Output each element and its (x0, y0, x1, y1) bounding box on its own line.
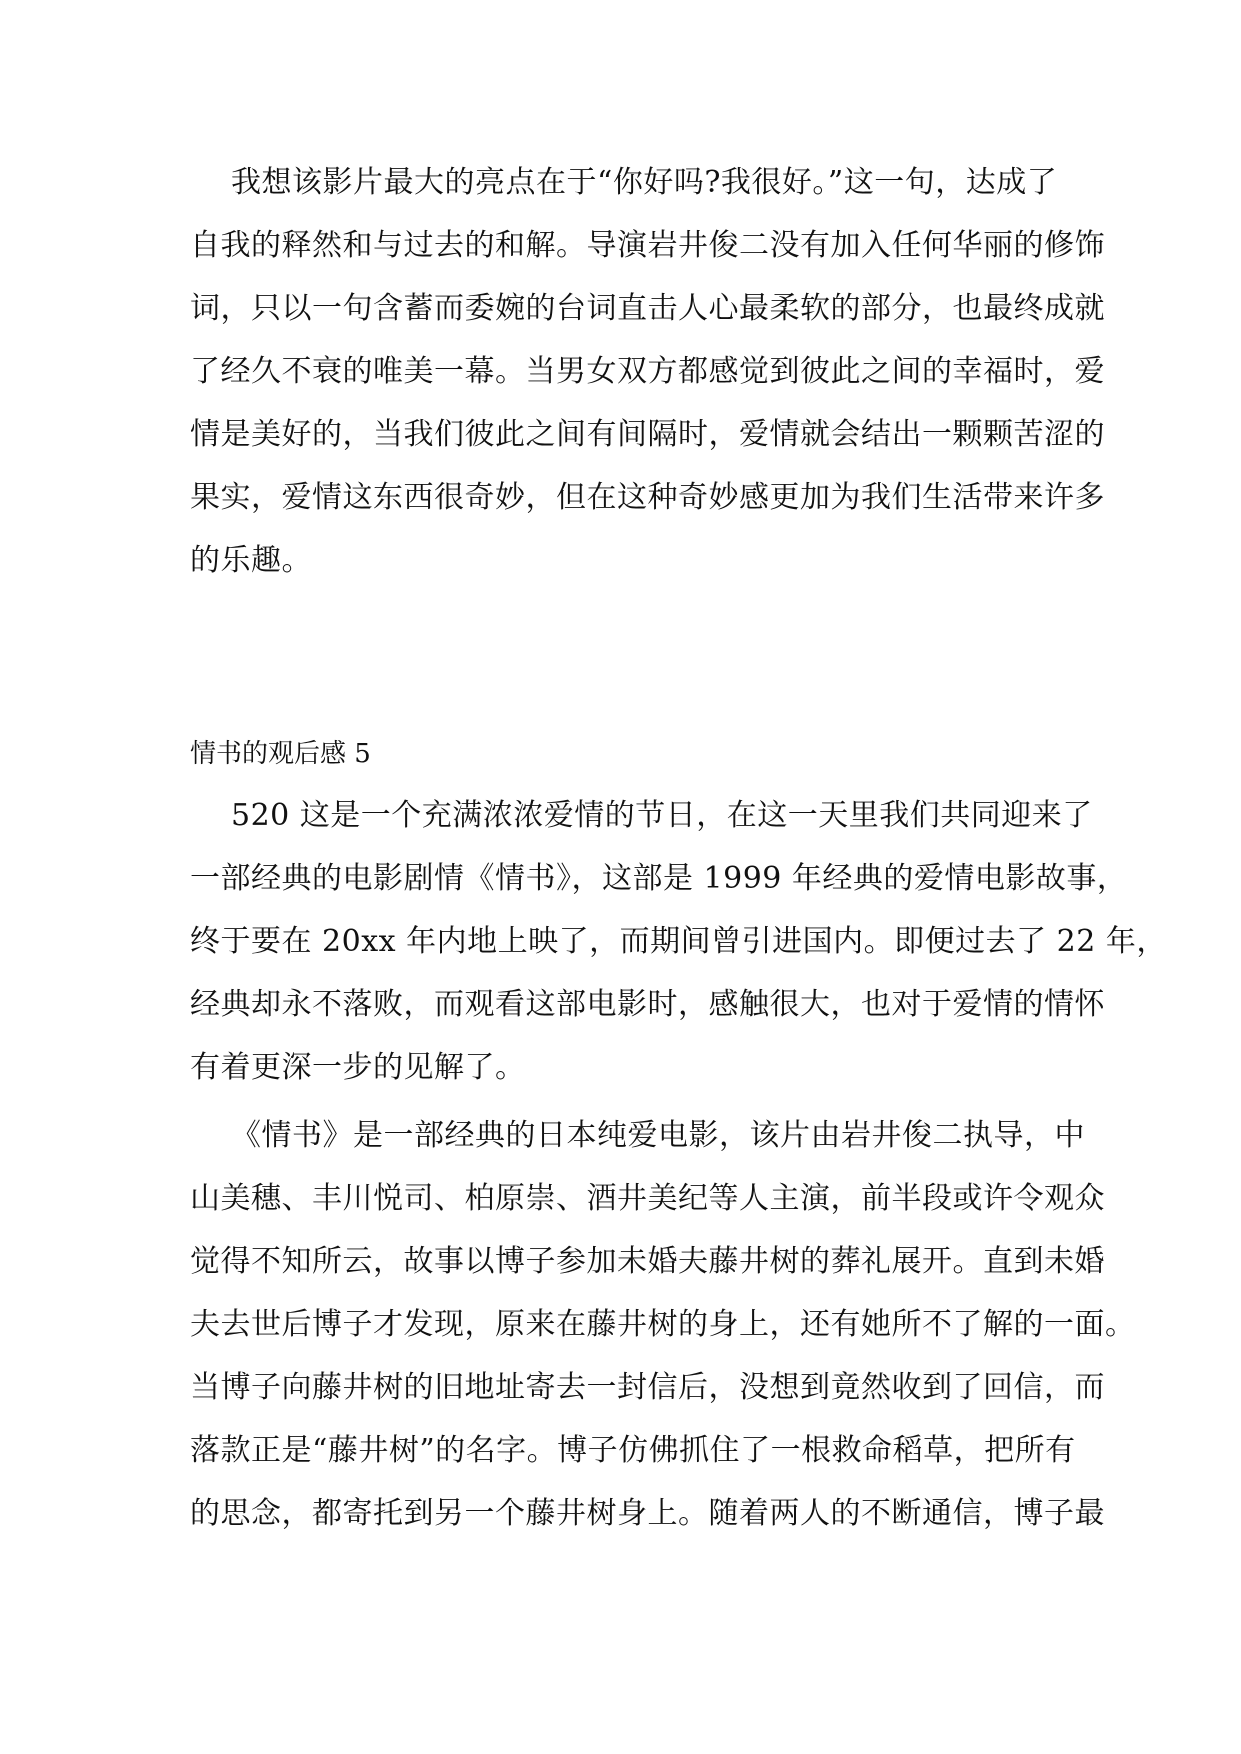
paragraph-1-line-1: 我想该影片最大的亮点在于“你好吗?我很好。”这一句，达成了 (231, 165, 1058, 200)
paragraph-3-line-4: 夫去世后博子才发现，原来在藤井树的身上，还有她所不了解的一面。 (190, 1307, 1136, 1342)
paragraph-2-line-2: 一部经典的电影剧情《情书》，这部是 1999 年经典的爱情电影故事， (190, 861, 1128, 896)
paragraph-2-line-1: 520 这是一个充满浓浓爱情的节日，在这一天里我们共同迎来了 (231, 798, 1093, 833)
paragraph-2-line-4: 经典却永不落败，而观看这部电影时，感触很大，也对于爱情的情怀 (190, 987, 1105, 1022)
paragraph-2-line-5: 有着更深一步的见解了。 (190, 1050, 526, 1085)
paragraph-1-line-6: 果实，爱情这东西很奇妙，但在这种奇妙感更加为我们生活带来许多 (190, 480, 1105, 515)
paragraph-3-line-7: 的思念，都寄托到另一个藤井树身上。随着两人的不断通信，博子最 (190, 1496, 1105, 1531)
paragraph-1-line-3: 词，只以一句含蓄而委婉的台词直击人心最柔软的部分，也最终成就 (190, 291, 1105, 326)
paragraph-3-line-6: 落款正是“藤井树”的名字。博子仿佛抓住了一根救命稻草，把所有 (190, 1433, 1076, 1468)
paragraph-1-line-7: 的乐趣。 (190, 543, 312, 578)
paragraph-3-line-3: 觉得不知所云，故事以博子参加未婚夫藤井树的葬礼展开。直到未婚 (190, 1244, 1105, 1279)
paragraph-3-line-2: 山美穗、丰川悦司、柏原崇、酒井美纪等人主演，前半段或许令观众 (190, 1181, 1105, 1216)
paragraph-1-line-4: 了经久不衰的唯美一幕。当男女双方都感觉到彼此之间的幸福时，爱 (190, 354, 1105, 389)
paragraph-1-line-5: 情是美好的，当我们彼此之间有间隔时，爱情就会结出一颗颗苦涩的 (190, 417, 1105, 452)
section-title: 情书的观后感 5 (190, 739, 371, 769)
paragraph-3-line-5: 当博子向藤井树的旧地址寄去一封信后，没想到竟然收到了回信，而 (190, 1370, 1105, 1405)
paragraph-1-line-2: 自我的释然和与过去的和解。导演岩井俊二没有加入任何华丽的修饰 (190, 228, 1105, 263)
paragraph-3-line-1: 《情书》是一部经典的日本纯爱电影，该片由岩井俊二执导，中 (231, 1118, 1085, 1153)
paragraph-2-line-3: 终于要在 20xx 年内地上映了，而期间曾引进国内。即便过去了 22 年， (190, 924, 1167, 959)
